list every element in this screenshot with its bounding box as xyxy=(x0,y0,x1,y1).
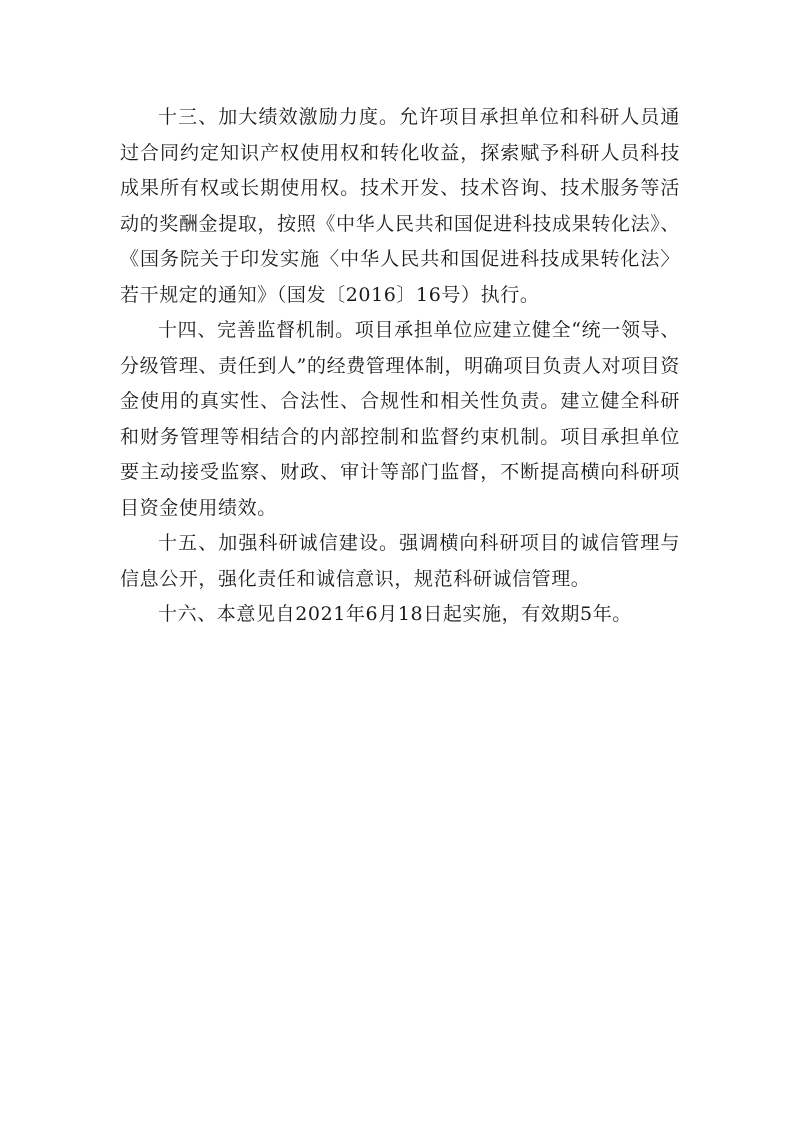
paragraph-article-14: 十四、完善监督机制。项目承担单位应建立健全“统一领导、分级管理、责任到人”的经费管理体制，明确项目负责人对项目资金使用的真实性、合法性、合规性和相关性负责。建立健全科研和财务管理等相结合的内部控制和监督约束机制。项目承担单位要主动接受监察、财政、审计等部门监督，不断提高横向科研项目资金使用绩效。 xyxy=(120,319,680,519)
paragraph-article-16: 十六、本意见自2021年6月18日起实施，有效期5年。 xyxy=(158,603,632,625)
document-body xyxy=(120,100,680,633)
paragraph-article-13: 十三、加大绩效激励力度。允许项目承担单位和科研人员通过合同约定知识产权使用权和转化收益，探索赋予科研人员科技成果所有权或长期使用权。技术开发、技术咨询、技术服务等活动的奖酬金提取，按照《中华人民共和国促进科技成果转化法》、《国务院关于印发实施〈中华人民共和国促进科技成果转化法〉若干规定的通知》（国发〔2016〕16号）执行。 xyxy=(120,106,680,306)
paragraph-article-15: 十五、加强科研诚信建设。强调横向科研项目的诚信管理与信息公开，强化责任和诚信意识，规范科研诚信管理。 xyxy=(120,532,680,590)
